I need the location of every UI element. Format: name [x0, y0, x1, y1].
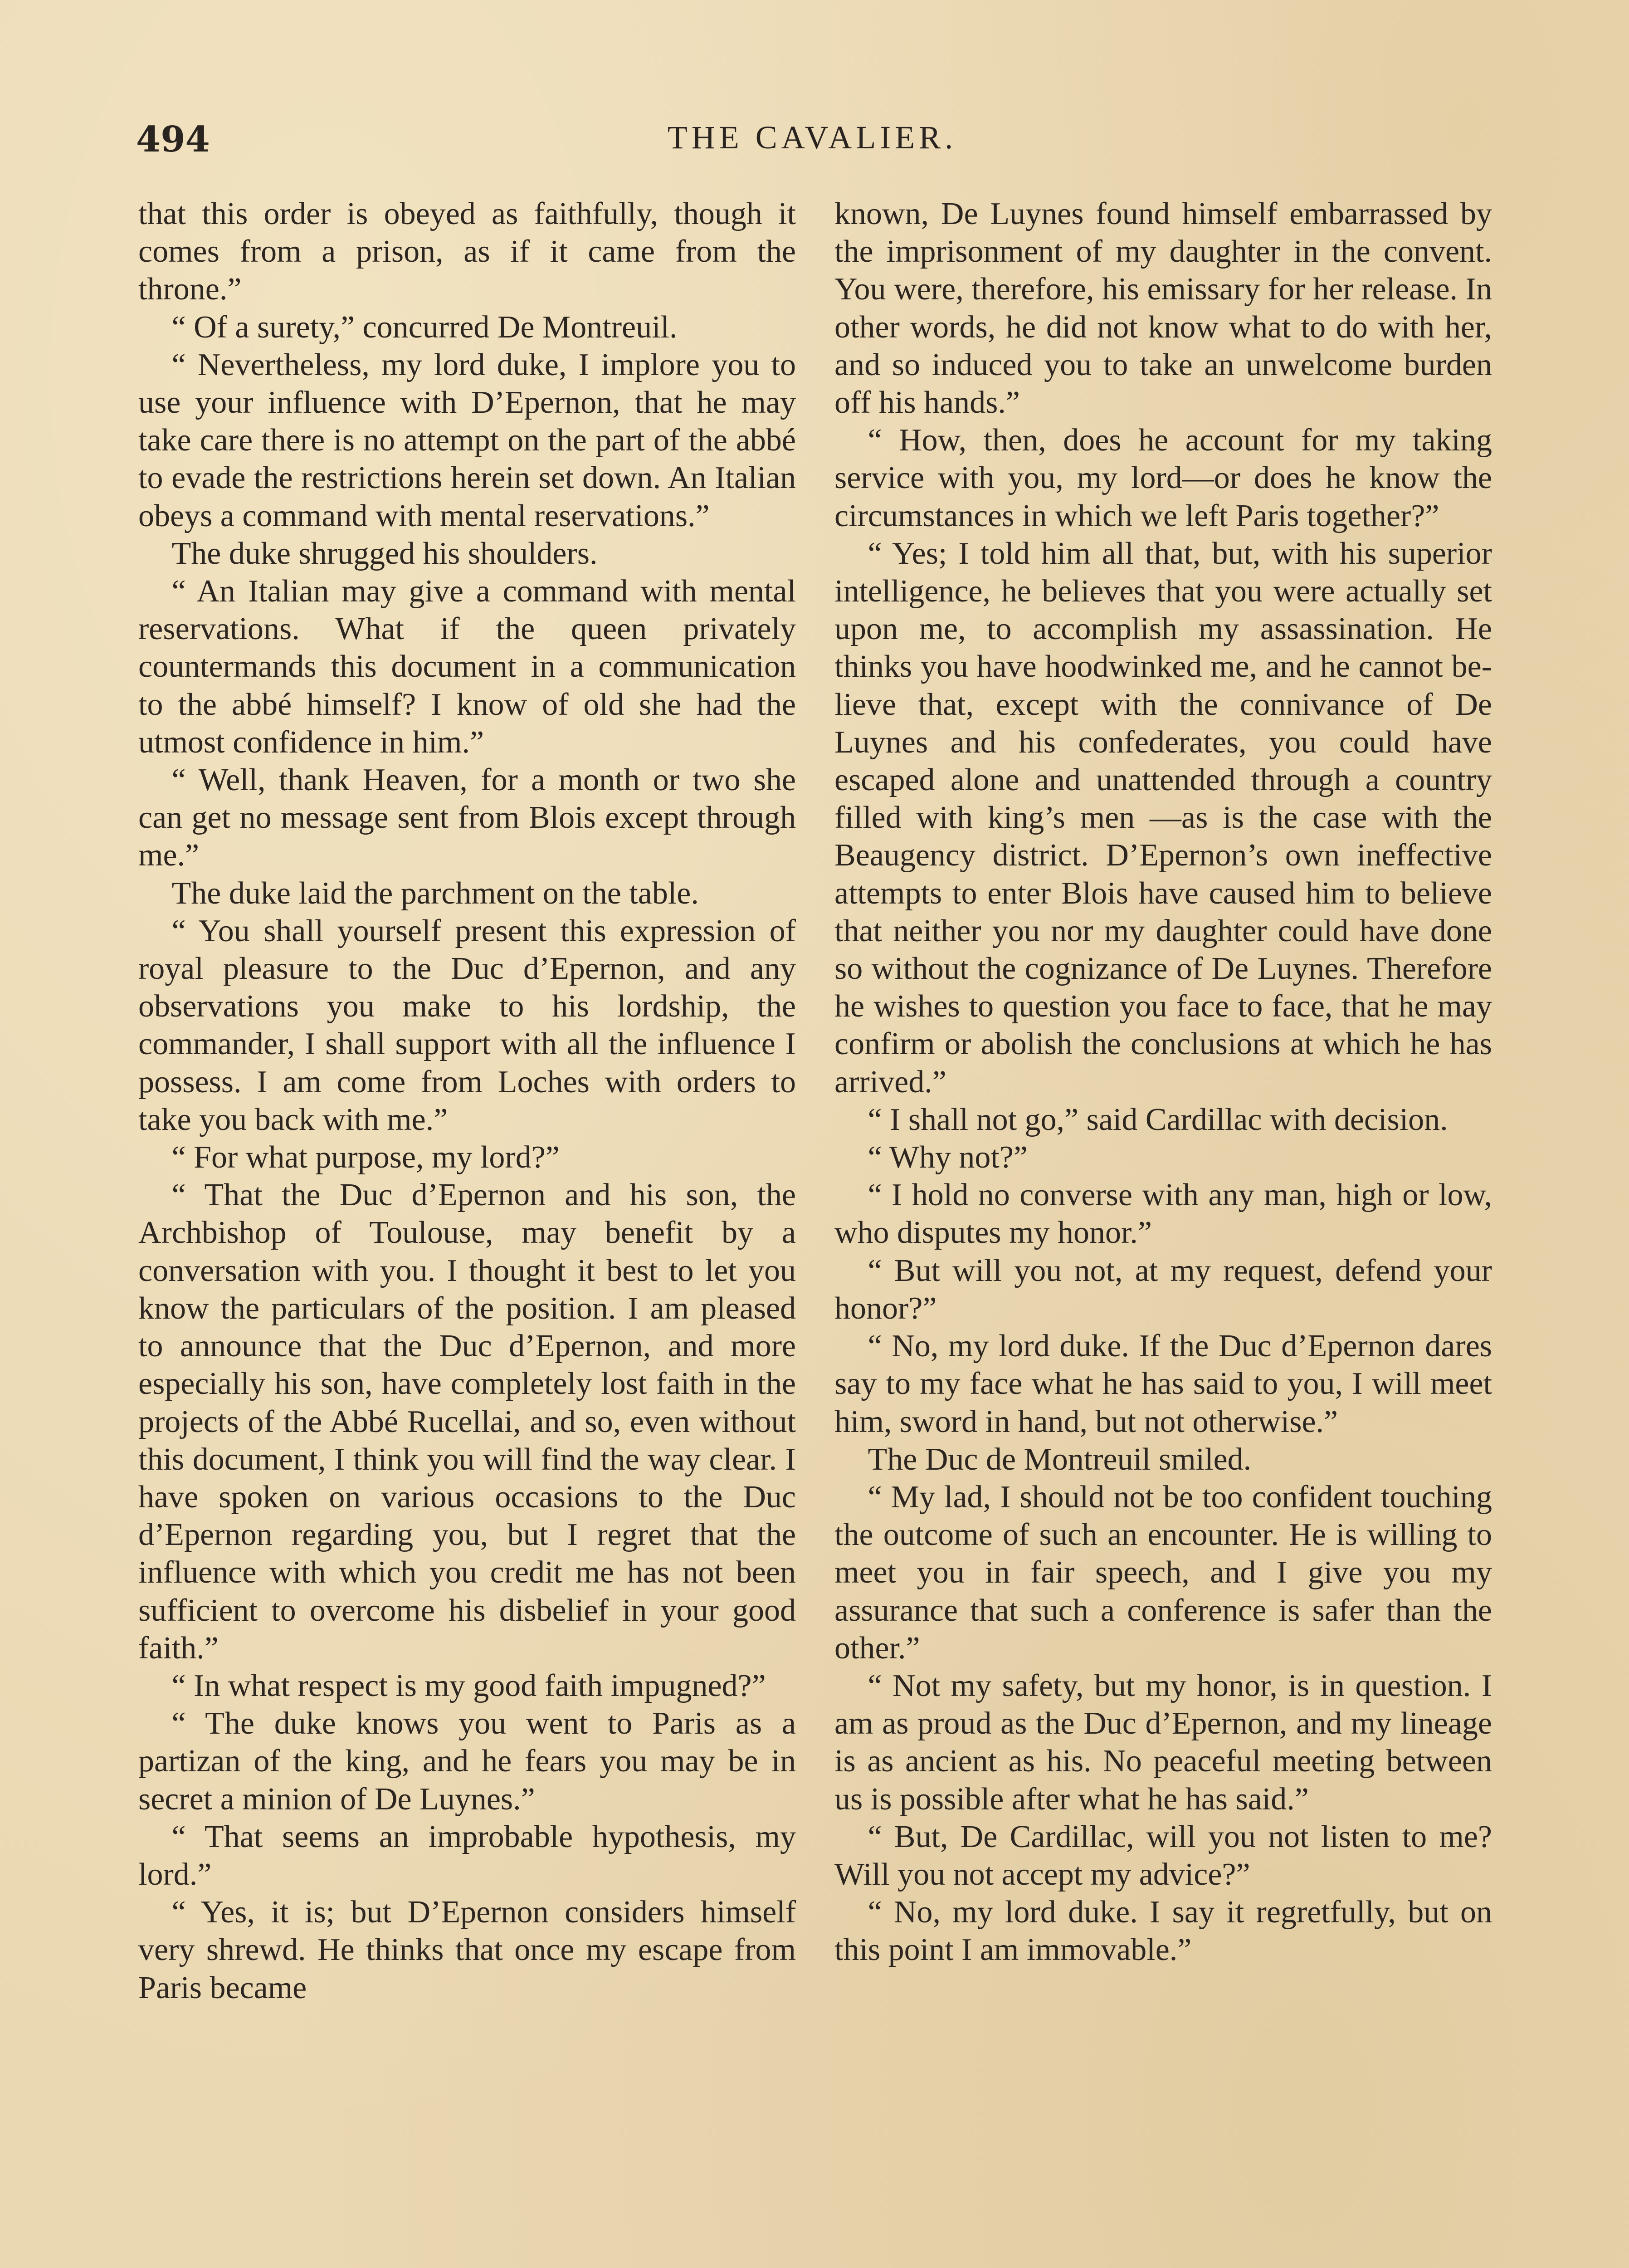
paragraph: “ No, my lord duke. If the Duc d’Epernon dares say to my face what he has said to you, I will meet him, sword in hand, but not otherwise.” — [834, 1329, 1492, 1439]
right-column — [834, 195, 1492, 1969]
paragraph: “ That seems an improbable hypothesis, my lord.” — [138, 1819, 796, 1892]
paragraph: “ An Italian may give a command with mental reservations. What if the queen privately countermands this document in a communication to the abbé himself? I know of old she had the utmost confidence in him.” — [138, 574, 796, 760]
paragraph: “ You shall yourself present this expression of royal pleasure to the Duc d’Epernon, and any observations you make to his lordship, the commander, I shall support with all the influence I possess. I am come from Loches with orders to take you back with me.” — [138, 913, 796, 1137]
paragraph: The duke laid the parchment on the table. — [171, 875, 699, 911]
paragraph: “ Why not?” — [868, 1140, 1028, 1175]
paragraph: known, De Luynes found himself embarrassed by the imprisonment of my daughter in the convent. You were, therefore, his emissary for her release. In other words, he did not know what to do with her, and so induced you to take an unwelcome burden off his hands.” — [834, 196, 1492, 420]
page-number: 494 — [136, 119, 210, 160]
paragraph: “ Not my safety, but my honor, is in question. I am as proud as the Duc d’Epernon, and my lineage is as ancient as his. No peaceful meeting between us is possible after what he has said.” — [834, 1668, 1492, 1817]
paragraph: “ I shall not go,” said Cardillac with decision. — [868, 1102, 1448, 1137]
paragraph: “ In what respect is my good faith impugned?” — [171, 1668, 766, 1703]
paragraph: “ Of a surety,” concurred De Montreuil. — [171, 309, 678, 345]
paragraph: “ But will you not, at my request, defend your honor?” — [834, 1253, 1492, 1326]
paragraph: “ I hold no converse with any man, high or low, who disputes my honor.” — [834, 1178, 1492, 1251]
running-title: THE CAVALIER. — [667, 119, 957, 156]
paragraph: The Duc de Montreuil smiled. — [868, 1442, 1252, 1477]
paragraph: “ Yes; I told him all that, but, with his superior intelligence, he believes that you were actually set upon me, to accomplish my assassination. He thinks you have hoodwinked me, and he cannot believe that, except with the connivance of De Luynes and his confederates, you could have escaped alone and unattended through a country filled with king’s men —as is the case with the Beaugency district. D’Epernon’s own ineffective attempts to enter Blois have caused him to believe that neither you nor my daughter could have done so without the cognizance of De Luynes. Therefore he wishes to question you face to face, that he may confirm or abolish the conclusions at which he has arrived.” — [834, 536, 1492, 1100]
paragraph: “ Well, thank Heaven, for a month or two she can get no message sent from Blois except through me.” — [138, 763, 796, 873]
paragraph: “ That the Duc d’Epernon and his son, the Archbishop of Toulouse, may benefit by a conversation with you. I thought it best to let you know the particulars of the position. I am pleased to announce that the Duc d’Epernon, and more especially his son, have completely lost faith in the projects of the Abbé Rucellai, and so, even without this document, I think you will find the way clear. I have spoken on various occasions to the Duc d’Epernon regarding you, but I regret that the influence with which you credit me has not been sufficient to overcome his disbelief in your good faith.” — [138, 1178, 796, 1666]
paragraph: “ How, then, does he account for my taking service with you, my lord—or does he know the circumstances in which we left Paris together?” — [834, 423, 1492, 533]
paragraph: “ My lad, I should not be too confident touching the outcome of such an encounter. He is willing to meet you in fair speech, and I give you my assurance that such a conference is safer than the other.” — [834, 1479, 1492, 1666]
paragraph: “ But, De Cardillac, will you not listen to me? Will you not accept my advice?” — [834, 1819, 1492, 1892]
paragraph: “ The duke knows you went to Paris as a partizan of the king, and he fears you may be in secret a minion of De Luynes.” — [138, 1706, 796, 1817]
paragraph: “ For what purpose, my lord?” — [171, 1140, 560, 1175]
left-column — [138, 195, 796, 2007]
paragraph: that this order is obeyed as faithfully, though it comes from a prison, as if it came from the throne.” — [138, 196, 796, 307]
paragraph: “ No, my lord duke. I say it regretfully, but on this point I am immovable.” — [834, 1895, 1492, 1968]
paragraph: “ Nevertheless, my lord duke, I implore you to use your influence with D’Epernon, that he may take care there is no attempt on the part of the abbé to evade the restrictions herein set down. An Italian obeys a command with mental reservations.” — [138, 347, 796, 533]
paragraph: The duke shrugged his shoulders. — [171, 536, 598, 571]
page-header — [136, 119, 1488, 169]
paragraph: “ Yes, it is; but D’Epernon considers himself very shrewd. He thinks that once my escape from Paris became — [138, 1895, 796, 2005]
